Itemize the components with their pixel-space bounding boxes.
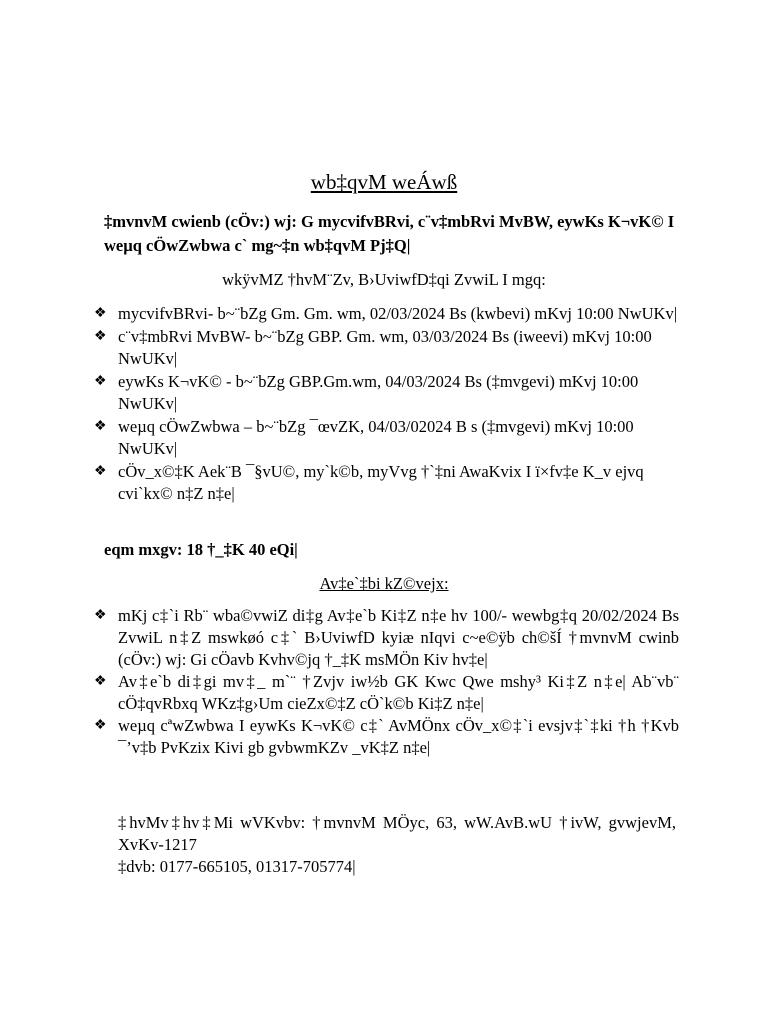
- contact-phone: ‡dvb: 0177-665105, 01317-705774|: [118, 857, 356, 876]
- schedule-list: [94, 303, 679, 506]
- rule-item-text: weµq cªwZwbwa I eywKs K¬vK© c‡` AvMÖnx cÖv_x©‡`i evsjv‡`‡ki †h †Kvb ¯’v‡b PvKzix Kivi gb gvbwmKZv _vK‡Z n‡e|: [118, 716, 679, 757]
- list-item: [94, 326, 679, 370]
- list-item: [94, 303, 679, 325]
- schedule-item-text: c¨v‡mbRvi MvBW- b~¨bZg GBP. Gm. wm, 03/03/2024 Bs (iweevi) mKvj 10:00 NwUKv|: [118, 327, 652, 368]
- schedule-item-text: eywKs K¬vK© - b~¨bZg GBP.Gm.wm, 04/03/2024 Bs (‡mvgevi) mKvj 10:00 NwUKv|: [118, 372, 639, 413]
- schedule-item-text: weµq cÖwZwbwa – b~¨bZg ¯œvZK, 04/03/02024 B s (‡mvgevi) mKvj 10:00 NwUKv|: [118, 417, 634, 458]
- list-item: [94, 461, 679, 505]
- schedule-heading: wkÿvMZ †hvM¨Zv, B›UviwfD‡qi ZvwiL I mgq:: [222, 270, 546, 289]
- contact-address: ‡hvMv‡hv‡Mi wVKvbv: †mvnvM MÖyc, 63, wW.AvB.wU †ivW, gvwjevM, XvKv-1217: [118, 813, 676, 854]
- age-limit: eqm mxgv: 18 †_‡K 40 eQi|: [104, 540, 298, 559]
- diamond-bullet-icon: ❖: [94, 306, 107, 321]
- rule-item-text: Av‡e`b di‡gi mv‡_ m`¨ †Zvjv iw½b GK Kwc Qwe mshy³ Ki‡Z n‡e| Ab¨vb¨ cÖ‡qvRbxq WKz‡g›Um cieZx©‡Z cÖ`k©b Ki‡Z n‡e|: [118, 672, 679, 713]
- diamond-bullet-icon: ❖: [94, 374, 107, 389]
- list-item: [94, 416, 679, 460]
- schedule-item-text: cÖv_x©‡K Aek¨B ¯§vU©, my`k©b, myVvg †`‡ni AwaKvix I ï×fv‡e K_v ejvq cvi`kx© n‡Z n‡e|: [118, 462, 644, 503]
- rule-item-text: mKj c‡`i Rb¨ wba©vwiZ di‡g Av‡e`b Ki‡Z n‡e hv 100/- wewbg‡q 20/02/2024 Bs ZvwiL n‡Z mswkøó c‡` B›UviwfD kyiæ nIqvi c~e©ÿb ch©šÍ †mvnvM cwinb (cÖv:) wj: Gi cÖavb Kvhv©jq †_‡K msMÖn Kiv hv‡e|: [118, 606, 679, 669]
- diamond-bullet-icon: ❖: [94, 608, 107, 623]
- diamond-bullet-icon: ❖: [94, 329, 107, 344]
- diamond-bullet-icon: ❖: [94, 718, 107, 733]
- rules-heading: Av‡e`‡bi kZ©vejx:: [319, 574, 449, 593]
- page-title: wb‡qvM weÁwß: [310, 170, 458, 194]
- diamond-bullet-icon: ❖: [94, 674, 107, 689]
- list-item: [94, 605, 679, 671]
- list-item: [94, 371, 679, 415]
- rules-list: [94, 605, 679, 759]
- intro-paragraph: ‡mvnvM cwienb (cÖv:) wj: G mycvifvBRvi, c¨v‡mbRvi MvBW, eywKs K¬vK© I weµq cÖwZwbwa c` mg~‡n wb‡qvM Pj‡Q|: [104, 212, 675, 255]
- contact-block: [118, 812, 676, 878]
- schedule-item-text: mycvifvBRvi- b~¨bZg Gm. Gm. wm, 02/03/2024 Bs (kwbevi) mKvj 10:00 NwUKv|: [118, 304, 677, 323]
- list-item: [94, 715, 679, 759]
- list-item: [94, 671, 679, 715]
- diamond-bullet-icon: ❖: [94, 464, 107, 479]
- diamond-bullet-icon: ❖: [94, 419, 107, 434]
